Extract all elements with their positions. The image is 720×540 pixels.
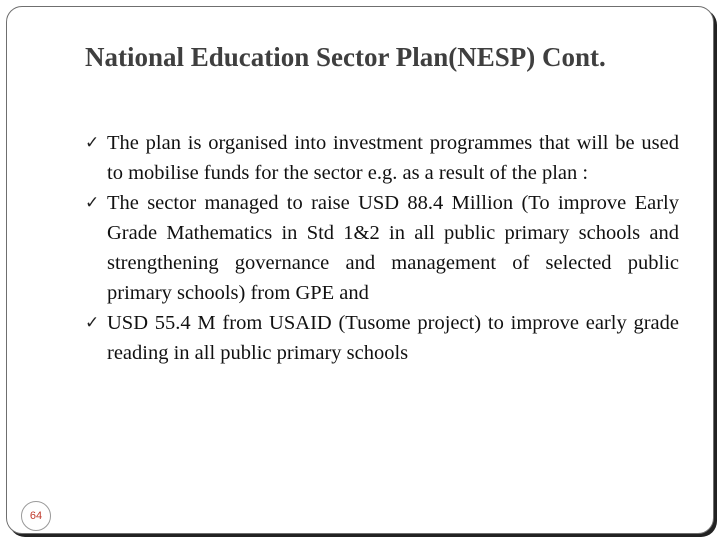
bullet-text-2: The sector managed to raise USD 88.4 Million (To improve Early Grade Mathematics in Std 1&2 in all public primary schools and strengthening governance and management of selected public primary schools) from GPE and	[107, 192, 679, 304]
page-number-badge: 64	[21, 501, 51, 531]
check-mark-icon: ✓	[85, 193, 100, 213]
bullet-item-3	[85, 308, 679, 368]
slide-title: National Education Sector Plan(NESP) Cont.	[85, 42, 606, 72]
bullet-item-1	[85, 128, 679, 188]
bullet-list	[85, 128, 679, 368]
bullet-item-2	[85, 188, 679, 308]
bullet-text-3: USD 55.4 M from USAID (Tusome project) to improve early grade reading in all public primary schools	[107, 312, 679, 364]
check-mark-icon: ✓	[85, 133, 100, 153]
bullet-text-1: The plan is organised into investment programmes that will be used to mobilise funds for the sector e.g. as a result of the plan :	[107, 132, 679, 184]
slide	[6, 6, 714, 534]
check-mark-icon: ✓	[85, 313, 100, 333]
